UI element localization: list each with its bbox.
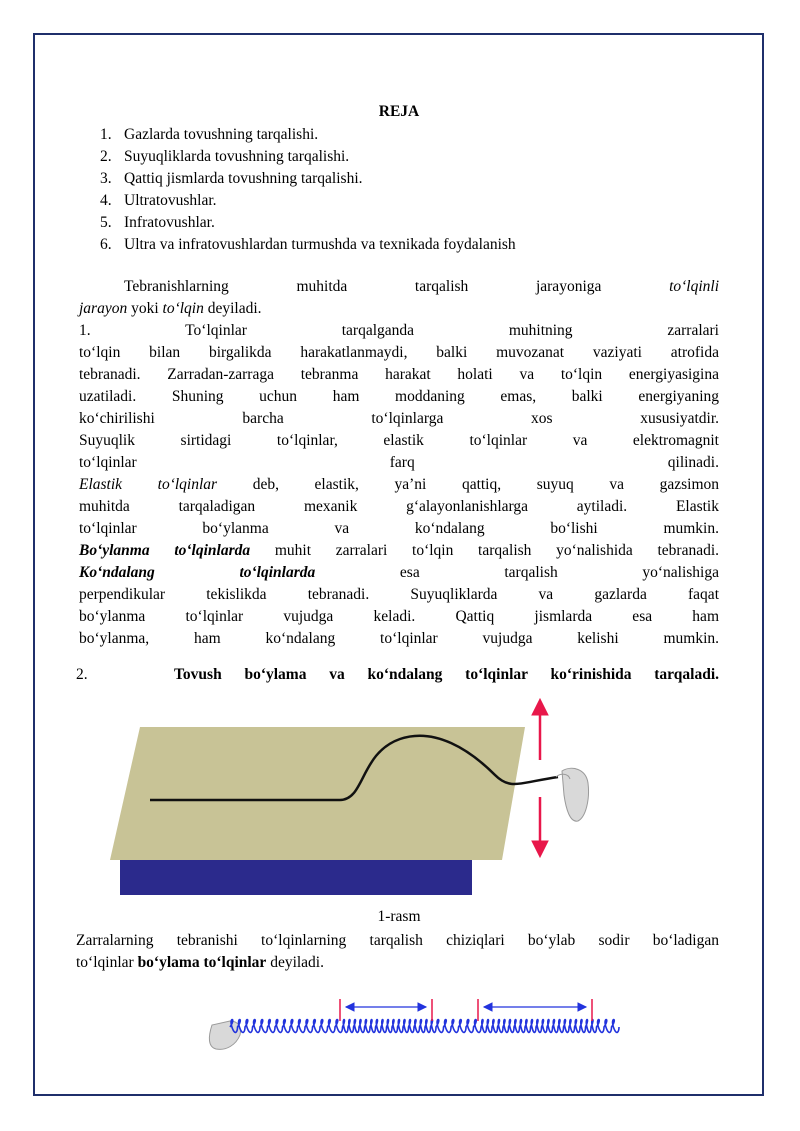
body-line: to‘lqinlar farq qilinadi. [79,454,719,471]
hand-icon [556,768,589,821]
body-line: uzatiladi. Shuning uchun ham moddaning emas, balki energiyaning [79,388,719,405]
section-heading: Tovush bo‘ylama va ko‘ndalang to‘lqinlar ko‘rinishida tarqaladi. [174,666,719,683]
body-line: Elastik to‘lqinlar deb, elastik, ya’ni qattiq, suyuq va gazsimon [79,476,719,493]
body-line: Bo‘ylanma to‘lqinlarda muhit zarralari to‘lqin tarqalish yo‘nalishida tebranadi. [79,542,720,559]
body-line: perpendikular tekislikda tebranadi. Suyuqliklarda va gazlarda faqat [79,586,719,603]
body-line: Ko‘ndalang to‘lqinlarda esa tarqalish yo‘nalishiga [79,564,719,581]
body-line: Zarralarning tebranishi to‘lqinlarning tarqalish chiziqlari bo‘ylab sodir bo‘ladigan [76,932,719,949]
plan-title: REJA [378,103,420,120]
figure-longitudinal-wave [200,995,630,1055]
hand-icon [209,1021,240,1049]
wavelength-arrow-icon [346,1003,586,1011]
plan-list [100,124,516,256]
plane-surface [110,727,525,860]
body-line: Suyuqlik sirtidagi to‘lqinlar, elastik to‘lqinlar va elektromagnit [79,432,719,449]
list-item: 6. Ultra va infratovushlardan turmushda va texnikada foydalanish [100,236,516,253]
section-number: 2. [76,666,88,683]
body-line: ko‘chirilishi barcha to‘lqinlarga xos xususiyatdir. [79,410,719,427]
body-line: to‘lqinlar bo‘ylanma va ko‘ndalang bo‘lishi mumkin. [79,520,719,537]
body-line: to‘lqin bilan birgalikda harakatlanmaydi, balki muvozanat vaziyati atrofida [79,344,719,361]
list-item: 4. Ultratovushlar. [100,192,217,209]
wavelength-marker [340,999,592,1021]
body-line: tebranadi. Zarradan-zarraga tebranma harakat holati va to‘lqin energiyasigina [79,366,719,383]
body-line: bo‘ylanma to‘lqinlar vujudga keladi. Qattiq jismlarda esa ham [79,608,719,625]
body-line: 1. To‘lqinlar tarqalganda muhitning zarralari [79,322,719,339]
body-line: muhitda tarqaladigan mexanik g‘alayonlanishlarga aytiladi. Elastik [79,498,719,515]
list-item: 1. Gazlarda tovushning tarqalishi. [100,126,319,143]
list-item: 2. Suyuqliklarda tovushning tarqalishi. [100,148,350,165]
intro-line-1: Tebranishlarning muhitda tarqalish jarayoniga to‘lqinli [124,278,720,295]
intro-line-2: jarayon yoki to‘lqin deyiladi. [79,300,262,317]
figure-caption: 1-rasm [377,908,421,925]
body-line: to‘lqinlar bo‘ylama to‘lqinlar deyiladi. [76,954,324,971]
list-item: 3. Qattiq jismlarda tovushning tarqalishi. [100,170,363,187]
body-line: bo‘ylanma, ham ko‘ndalang to‘lqinlar vujudga kelishi mumkin. [79,630,719,647]
spring-coil [230,1020,619,1033]
figure-transverse-wave [110,695,590,905]
list-item: 5. Infratovushlar. [100,214,215,231]
